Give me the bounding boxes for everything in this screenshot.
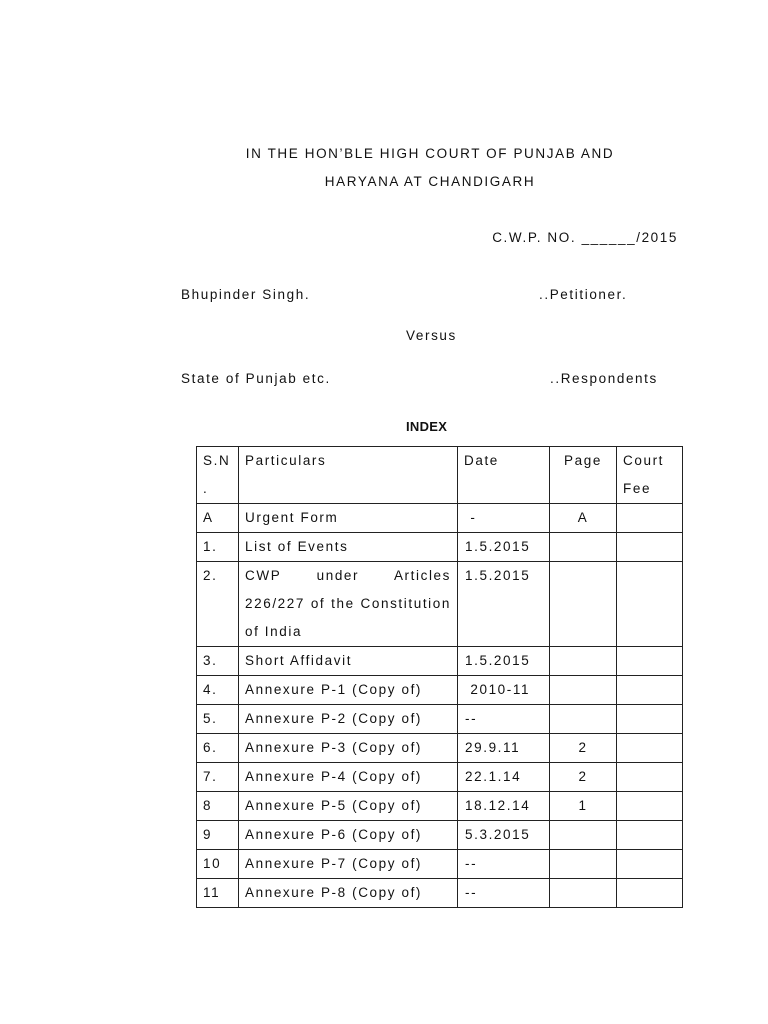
row-sn: 8 [197, 792, 239, 821]
row-court-fee [617, 821, 683, 850]
row-page [550, 562, 617, 647]
row-court-fee [617, 850, 683, 879]
row-sn: 4. [197, 676, 239, 705]
row-court-fee [617, 792, 683, 821]
row-page [550, 647, 617, 676]
column-header-court-fee: Court Fee [617, 447, 683, 504]
case-number: C.W.P. NO. ______/2015 [492, 230, 678, 245]
row-sn: 10 [197, 850, 239, 879]
row-particulars: List of Events [239, 533, 458, 562]
row-page: 1 [550, 792, 617, 821]
row-page [550, 850, 617, 879]
petitioner-name: Bhupinder Singh. [181, 287, 311, 302]
row-date: 1.5.2015 [458, 562, 550, 647]
row-court-fee [617, 734, 683, 763]
row-date: 1.5.2015 [458, 647, 550, 676]
row-particulars: Annexure P-8 (Copy of) [239, 879, 458, 908]
table-row [197, 533, 683, 562]
petitioner-role: ..Petitioner. [539, 287, 628, 302]
row-particulars: Annexure P-4 (Copy of) [239, 763, 458, 792]
row-sn: 2. [197, 562, 239, 647]
row-page: A [550, 504, 617, 533]
row-date: 2010-11 [458, 676, 550, 705]
row-particulars: Annexure P-1 (Copy of) [239, 676, 458, 705]
row-particulars: Annexure P-2 (Copy of) [239, 705, 458, 734]
row-particulars: Annexure P-7 (Copy of) [239, 850, 458, 879]
row-particulars: CWP under Articles 226/227 of the Constitution of India [239, 562, 458, 647]
row-particulars: Urgent Form [239, 504, 458, 533]
row-court-fee [617, 763, 683, 792]
row-date: - [458, 504, 550, 533]
respondent-name: State of Punjab etc. [181, 371, 331, 386]
table-row [197, 647, 683, 676]
row-court-fee [617, 879, 683, 908]
row-page [550, 533, 617, 562]
row-court-fee [617, 504, 683, 533]
table-row [197, 562, 683, 647]
table-row [197, 676, 683, 705]
table-row [197, 792, 683, 821]
row-sn: 6. [197, 734, 239, 763]
row-sn: 9 [197, 821, 239, 850]
row-page [550, 879, 617, 908]
row-date: 29.9.11 [458, 734, 550, 763]
table-row [197, 850, 683, 879]
row-date: 1.5.2015 [458, 533, 550, 562]
row-sn: 7. [197, 763, 239, 792]
row-page [550, 676, 617, 705]
versus-label: Versus [406, 328, 457, 343]
row-sn: 3. [197, 647, 239, 676]
row-particulars: Annexure P-3 (Copy of) [239, 734, 458, 763]
row-date: -- [458, 879, 550, 908]
row-page [550, 821, 617, 850]
row-sn: A [197, 504, 239, 533]
column-header-sn: S.N . [197, 447, 239, 504]
row-court-fee [617, 562, 683, 647]
table-row [197, 763, 683, 792]
index-table [196, 446, 683, 908]
row-court-fee [617, 647, 683, 676]
row-particulars: Short Affidavit [239, 647, 458, 676]
row-particulars: Annexure P-6 (Copy of) [239, 821, 458, 850]
row-date: -- [458, 705, 550, 734]
row-page: 2 [550, 734, 617, 763]
row-court-fee [617, 533, 683, 562]
table-row [197, 504, 683, 533]
row-date: -- [458, 850, 550, 879]
table-row [197, 821, 683, 850]
row-particulars: Annexure P-5 (Copy of) [239, 792, 458, 821]
table-row [197, 734, 683, 763]
row-date: 22.1.14 [458, 763, 550, 792]
column-header-particulars: Particulars [239, 447, 458, 504]
row-sn: 11 [197, 879, 239, 908]
row-court-fee [617, 705, 683, 734]
court-title-line-2: HARYANA AT CHANDIGARH [324, 174, 536, 189]
row-court-fee [617, 676, 683, 705]
respondent-role: ..Respondents [550, 371, 658, 386]
column-header-date: Date [458, 447, 550, 504]
row-date: 18.12.14 [458, 792, 550, 821]
row-date: 5.3.2015 [458, 821, 550, 850]
table-row [197, 705, 683, 734]
table-header-row [197, 447, 683, 504]
table-row [197, 879, 683, 908]
column-header-page: Page [550, 447, 617, 504]
index-heading: INDEX [406, 419, 448, 434]
court-title-line-1: IN THE HON’BLE HIGH COURT OF PUNJAB AND [245, 146, 615, 161]
row-page [550, 705, 617, 734]
row-sn: 5. [197, 705, 239, 734]
row-page: 2 [550, 763, 617, 792]
row-sn: 1. [197, 533, 239, 562]
